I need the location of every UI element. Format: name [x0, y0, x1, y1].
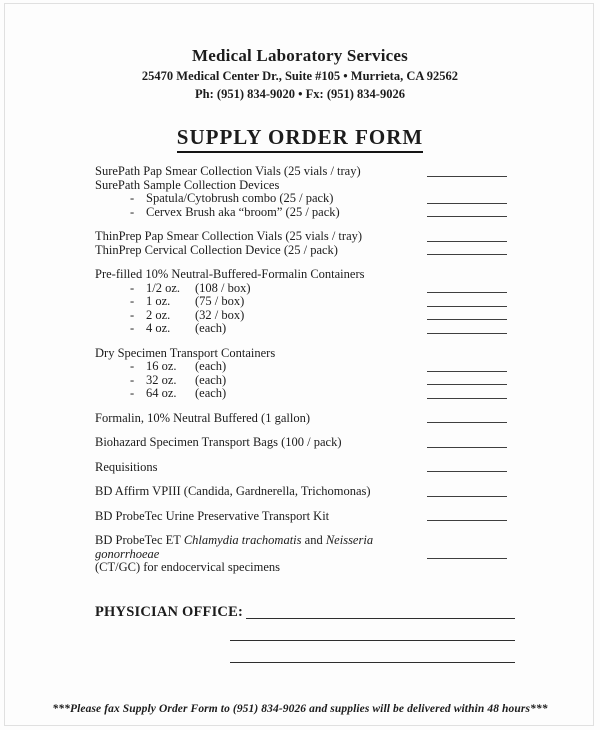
- physician-office-row: [230, 662, 515, 665]
- quantity-fill-line: [427, 558, 507, 559]
- order-item-row: [95, 412, 507, 426]
- physician-office-label: PHYSICIAN OFFICE:: [95, 603, 244, 620]
- item-text-italic: Chlamydia trachomatis: [183, 533, 302, 547]
- dash-bullet: -: [130, 321, 135, 335]
- quantity-fill-line: [427, 241, 507, 242]
- order-item-row: [95, 309, 507, 323]
- item-count: (each): [195, 321, 227, 335]
- item-label: Biohazard Specimen Transport Bags (100 / pack): [95, 435, 342, 449]
- item-size: 16 oz.: [146, 359, 177, 373]
- item-text: BD ProbeTec ET: [95, 533, 184, 547]
- order-item-block: [95, 165, 507, 219]
- order-item-row: [95, 282, 507, 296]
- quantity-fill-line: [427, 203, 507, 204]
- quantity-fill-line: [427, 496, 507, 497]
- quantity-fill-line: [427, 371, 507, 372]
- item-size: 1/2 oz.: [146, 280, 181, 295]
- item-label: [95, 534, 427, 561]
- quantity-fill-line: [427, 422, 507, 423]
- order-item-block: [95, 347, 507, 401]
- item-size: 32 oz.: [146, 372, 177, 387]
- dash-bullet: -: [130, 359, 135, 373]
- item-label: BD Affirm VPIII (Candida, Gardnerella, Trichomonas): [95, 484, 371, 498]
- order-item-row: [95, 374, 507, 388]
- item-size: 1 oz.: [146, 294, 171, 308]
- item-label: [95, 295, 427, 309]
- order-item-block: [95, 412, 507, 426]
- quantity-fill-line: [427, 292, 507, 293]
- dash-bullet: -: [130, 191, 135, 205]
- order-item-row: [95, 165, 507, 179]
- item-label: Dry Specimen Transport Containers: [95, 345, 276, 360]
- quantity-fill-line: [427, 471, 507, 472]
- physician-office-fill-line: [230, 640, 515, 641]
- order-item-row: [95, 347, 507, 361]
- item-text: Cervex Brush aka “broom” (25 / pack): [146, 204, 340, 219]
- order-item-row: [95, 387, 507, 401]
- order-item-row: [95, 295, 507, 309]
- physician-office-fill-line: [230, 662, 515, 663]
- item-size: 4 oz.: [146, 321, 171, 335]
- dash-bullet: -: [130, 307, 135, 322]
- order-item-row: [95, 244, 507, 258]
- quantity-fill-line: [427, 384, 507, 385]
- item-label: ThinPrep Cervical Collection Device (25 / pack): [95, 242, 338, 257]
- order-item-row: [95, 206, 507, 220]
- item-label: Formalin, 10% Neutral Buffered (1 gallon): [95, 410, 310, 425]
- dash-bullet: -: [130, 204, 135, 219]
- order-items-list: [95, 165, 507, 575]
- item-label: [95, 282, 427, 296]
- organization-name: Medical Laboratory Services: [192, 46, 408, 65]
- order-item-row: [95, 360, 507, 374]
- order-item-row: [95, 461, 507, 475]
- order-item-block: [95, 510, 507, 524]
- item-label: [95, 387, 427, 401]
- item-label: SurePath Pap Smear Collection Vials (25 vials / tray): [95, 164, 361, 178]
- item-label: (CT/GC) for endocervical specimens: [95, 560, 281, 574]
- item-text-italic: Neisseria gonorrhoeae: [95, 533, 374, 561]
- order-item-block: [95, 485, 507, 499]
- item-label: [95, 206, 427, 220]
- quantity-fill-line: [427, 333, 507, 334]
- item-size: 64 oz.: [146, 386, 177, 400]
- fax-instruction-note: ***Please fax Supply Order Form to (951) 834-9026 and supplies will be delivered within 48 hours***: [52, 702, 548, 715]
- item-count: (each): [195, 359, 227, 373]
- quantity-fill-line: [427, 176, 507, 177]
- quantity-fill-line: [427, 398, 507, 399]
- item-label: [95, 309, 427, 323]
- item-label: [95, 192, 427, 206]
- item-label: [95, 322, 427, 336]
- letterhead: [0, 46, 600, 102]
- item-text: Spatula/Cytobrush combo (25 / pack): [146, 191, 334, 205]
- order-item-block: [95, 534, 507, 575]
- item-text: and: [301, 533, 326, 547]
- physician-office-fill-line: [246, 618, 515, 619]
- order-item-row: [95, 561, 507, 575]
- order-item-row: [95, 230, 507, 244]
- item-label: Requisitions: [95, 459, 158, 474]
- page-title: SUPPLY ORDER FORM: [177, 125, 423, 153]
- order-item-row: [95, 510, 507, 524]
- order-item-row: [95, 179, 507, 193]
- order-item-row: [95, 436, 507, 450]
- quantity-fill-line: [427, 447, 507, 448]
- order-item-block: [95, 461, 507, 475]
- quantity-fill-line: [427, 254, 507, 255]
- order-item-block: [95, 230, 507, 257]
- quantity-fill-line: [427, 216, 507, 217]
- item-label: BD ProbeTec Urine Preservative Transport Kit: [95, 508, 330, 523]
- order-item-row: [95, 322, 507, 336]
- item-label: Pre-filled 10% Neutral-Buffered-Formalin Containers: [95, 267, 365, 281]
- title-row: [0, 125, 600, 153]
- item-label: [95, 360, 427, 374]
- order-item-block: [95, 436, 507, 450]
- dash-bullet: -: [130, 372, 135, 387]
- item-label: ThinPrep Pap Smear Collection Vials (25 vials / tray): [95, 229, 363, 243]
- physician-office-row: [230, 640, 515, 643]
- quantity-fill-line: [427, 319, 507, 320]
- item-count: (each): [195, 386, 227, 400]
- order-item-row: [95, 485, 507, 499]
- item-label: [95, 374, 427, 388]
- quantity-fill-line: [427, 306, 507, 307]
- physician-office-row: [95, 604, 515, 621]
- phone-fax-line: Ph: (951) 834-9020 • Fx: (951) 834-9026: [195, 87, 405, 101]
- dash-bullet: -: [130, 280, 135, 295]
- order-item-row: [95, 534, 507, 561]
- address-line: 25470 Medical Center Dr., Suite #105 • Murrieta, CA 92562: [141, 69, 459, 83]
- order-item-row: [95, 192, 507, 206]
- quantity-fill-line: [427, 520, 507, 521]
- item-size: 2 oz.: [146, 307, 171, 322]
- item-count: (32 / box): [195, 307, 245, 322]
- order-item-block: [95, 268, 507, 336]
- dash-bullet: -: [130, 386, 135, 400]
- item-count: (75 / box): [195, 294, 245, 308]
- physician-office-section: [95, 604, 515, 665]
- order-item-row: [95, 268, 507, 282]
- item-count: (each): [195, 372, 227, 387]
- dash-bullet: -: [130, 294, 135, 308]
- item-count: (108 / box): [195, 280, 251, 295]
- item-label: SurePath Sample Collection Devices: [95, 177, 280, 192]
